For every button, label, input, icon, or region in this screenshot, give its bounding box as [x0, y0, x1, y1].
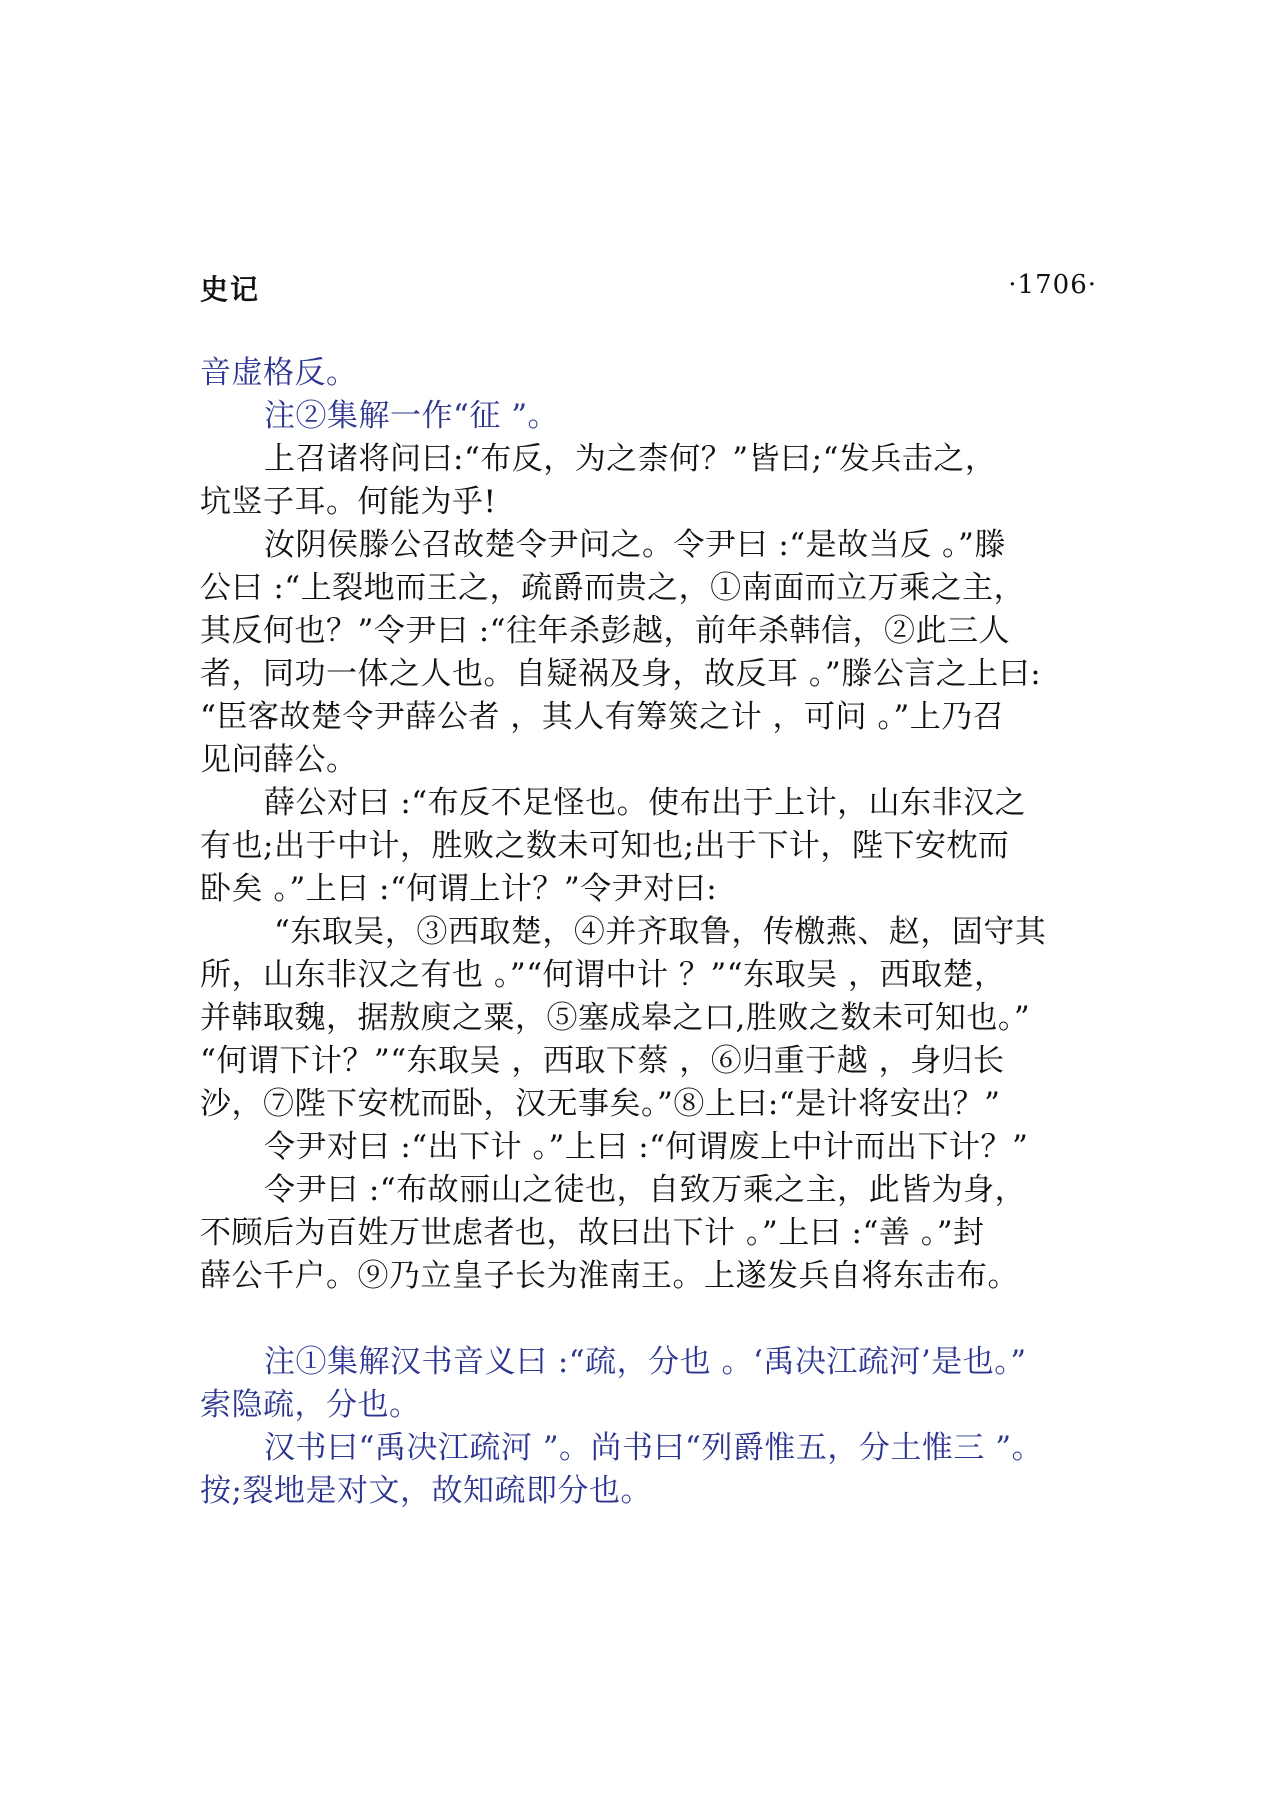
text-line: 薛公对曰 :“布反不足怪也。使布出于上计，山东非汉之 [264, 785, 1027, 821]
text-line: 薛公千户。⑨乃立皇子长为淮南王。上遂发兵自将东击布。 [200, 1258, 1019, 1294]
text-line: 令尹对曰 :“出下计 。”上曰 :“何谓废上中计而出下计？” [264, 1129, 1029, 1165]
text-line: 卧矣 。”上曰 :“何谓上计？”令尹对曰: [200, 871, 718, 907]
page-header [200, 268, 1097, 308]
book-title: 史记 [200, 273, 261, 306]
text-line: 上召诸将问曰:“布反，为之柰何？”皆曰;“发兵击之， [264, 441, 997, 477]
text-line: 不顾后为百姓万世虑者也，故曰出下计 。”上曰 :“善 。”封 [200, 1215, 985, 1251]
text-line: 汝阴侯滕公召故楚令尹问之。令尹曰 :“是故当反 。”滕 [264, 527, 1006, 563]
text-line: 者，同功一体之人也。自疑祸及身，故反耳 。”滕公言之上曰: [200, 656, 1042, 692]
annotation-line: 音虚格反。 [200, 355, 358, 391]
text-line: “臣客故楚令尹薛公者 ，其人有筹筴之计 ，可问 。”上乃召 [200, 699, 1005, 735]
text-line: 公曰 :“上裂地而王之，疏爵而贵之，①南面而立万乘之主， [200, 570, 1026, 606]
annotation-line: 汉书曰“禹决江疏河 ”。尚书曰“列爵惟五，分土惟三 ”。 [264, 1430, 1044, 1466]
text-line: “何谓下计？”“东取吴 ，西取下蔡 ，⑥归重于越 ，身归长 [200, 1043, 1005, 1079]
text-line: 有也;出于中计，胜败之数未可知也;出于下计，陛下安枕而 [200, 828, 1010, 864]
text-line: 令尹曰 :“布故丽山之徒也，自致万乘之主，此皆为身， [264, 1172, 1027, 1208]
text-line: 其反何也？”令尹曰 :“往年杀彭越，前年杀韩信，②此三人 [200, 613, 1010, 649]
text-line: 坑竖子耳。何能为乎! [200, 484, 497, 520]
annotation-line: 按;裂地是对文，故知疏即分也。 [200, 1473, 652, 1509]
page-number: ·1706· [1008, 270, 1097, 300]
text-line: 见问薛公。 [200, 742, 358, 778]
annotation-line: 注①集解汉书音义曰 :“疏，分也 。‘禹决江疏河’是也。” [264, 1344, 1027, 1380]
annotation-line: 注②集解一作“征 ”。 [264, 398, 560, 434]
text-line: 所，山东非汉之有也 。”“何谓中计 ？”“东取吴 ，西取楚， [200, 957, 1006, 993]
page-body [200, 352, 1097, 1513]
text-line: 沙，⑦陛下安枕而卧，汉无事矣。”⑧上曰:“是计将安出？” [200, 1086, 1001, 1122]
text-line: 并韩取魏，据敖庾之粟，⑤塞成皋之口,胜败之数未可知也。” [200, 1000, 1031, 1036]
annotation-line: 索隐疏，分也。 [200, 1387, 421, 1423]
text-line: “东取吴，③西取楚，④并齐取鲁，传檄燕、赵，固守其 [274, 914, 1047, 950]
blank-line [200, 1298, 1097, 1341]
